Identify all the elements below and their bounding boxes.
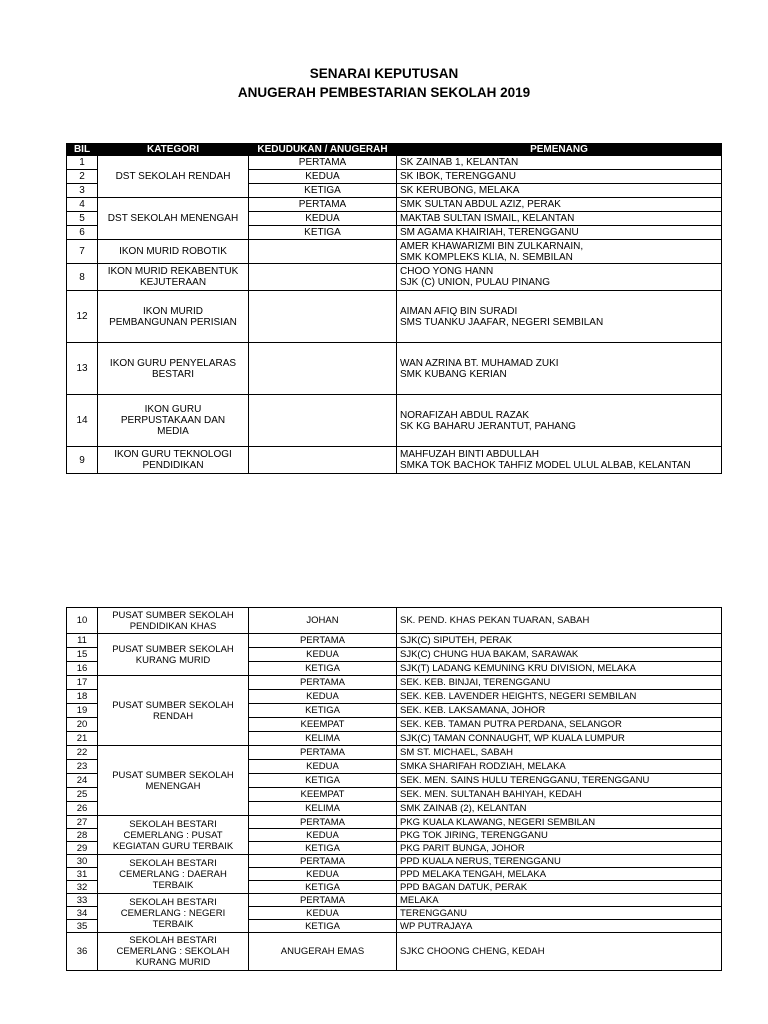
pemenang-cell — [397, 226, 722, 240]
kategori-cell — [98, 634, 249, 676]
cell-text-line: SEK. MEN. SULTANAH BAHIYAH, KEDAH — [400, 789, 582, 800]
kategori-cell — [98, 894, 249, 933]
results-table-1 — [66, 143, 722, 474]
pemenang-cell — [397, 264, 722, 291]
pemenang-cell — [397, 732, 722, 746]
cell-text-line: SMKA SHARIFAH RODZIAH, MELAKA — [400, 761, 566, 772]
pemenang-cell — [397, 395, 722, 447]
cell-text-line: PPD KUALA NERUS, TERENGGANU — [400, 855, 561, 867]
pemenang-cell — [397, 881, 722, 894]
table-row — [67, 894, 722, 907]
cell-text-line: SEK. KEB. LAVENDER HEIGHTS, NEGERI SEMBILAN — [400, 691, 637, 702]
bil-cell: 29 — [67, 842, 98, 855]
kategori-text: SEKOLAH BESTARI CEMERLANG : PUSAT KEGIATAN GURU TERBAIK — [112, 818, 234, 852]
kategori-cell — [98, 676, 249, 746]
pemenang-cell — [397, 343, 722, 395]
header-pemenang: PEMENANG — [397, 144, 722, 156]
table-row — [67, 198, 722, 212]
cell-text-line: TERENGGANU — [400, 907, 468, 919]
kategori-text: IKON MURID ROBOTIK — [119, 246, 227, 257]
pemenang-cell — [397, 447, 722, 474]
pemenang-cell — [397, 690, 722, 704]
pemenang-cell — [397, 788, 722, 802]
kategori-text: IKON MURID REKABENTUK KEJUTERAAN — [107, 266, 239, 288]
table-row — [67, 634, 722, 648]
table-row — [67, 240, 722, 264]
kedudukan-cell: KETIGA — [249, 842, 397, 855]
bil-cell: 19 — [67, 704, 98, 718]
kategori-cell — [98, 855, 249, 894]
bil-cell: 31 — [67, 868, 98, 881]
pemenang-cell — [397, 662, 722, 676]
cell-text-line: SMKA TOK BACHOK TAHFIZ MODEL ULUL ALBAB, KELANTAN — [400, 460, 691, 471]
cell-text-line: SM ST. MICHAEL, SABAH — [400, 747, 513, 758]
kedudukan-cell: PERTAMA — [249, 676, 397, 690]
kedudukan-cell: KETIGA — [249, 774, 397, 788]
bil-cell: 10 — [67, 608, 98, 634]
bil-cell: 1 — [67, 156, 98, 170]
table-row — [67, 746, 722, 760]
kedudukan-cell: KETIGA — [249, 704, 397, 718]
kedudukan-cell: KEDUA — [249, 760, 397, 774]
kedudukan-cell: KEDUA — [249, 907, 397, 920]
cell-text-line: SJK (C) UNION, PULAU PINANG — [400, 277, 551, 288]
kedudukan-cell: KETIGA — [249, 184, 397, 198]
pemenang-cell — [397, 676, 722, 690]
cell-text-line: PPD BAGAN DATUK, PERAK — [400, 881, 528, 893]
kategori-cell — [98, 816, 249, 855]
bil-cell: 6 — [67, 226, 98, 240]
table-row — [67, 816, 722, 829]
bil-cell: 4 — [67, 198, 98, 212]
pemenang-cell — [397, 933, 722, 971]
cell-text-line: SJK(C) SIPUTEH, PERAK — [400, 635, 512, 646]
cell-text-line: SK KG BAHARU JERANTUT, PAHANG — [400, 420, 576, 432]
results-table-2 — [66, 607, 722, 971]
kedudukan-cell — [249, 291, 397, 343]
kedudukan-cell — [249, 343, 397, 395]
kategori-cell — [98, 156, 249, 198]
cell-text-line: AIMAN AFIQ BIN SURADI — [400, 305, 518, 317]
cell-text-line: SK. PEND. KHAS PEKAN TUARAN, SABAH — [400, 615, 590, 626]
bil-cell: 21 — [67, 732, 98, 746]
kategori-text: PUSAT SUMBER SEKOLAH RENDAH — [112, 699, 234, 722]
kedudukan-cell — [249, 395, 397, 447]
cell-text-line: SMS TUANKU JAAFAR, NEGERI SEMBILAN — [400, 316, 604, 328]
table-row — [67, 608, 722, 634]
header-row — [67, 144, 722, 156]
kategori-text: DST SEKOLAH MENENGAH — [107, 213, 239, 224]
kategori-cell — [98, 343, 249, 395]
kedudukan-cell: PERTAMA — [249, 746, 397, 760]
bil-cell: 8 — [67, 264, 98, 291]
pemenang-cell — [397, 170, 722, 184]
pemenang-cell — [397, 829, 722, 842]
kedudukan-cell: PERTAMA — [249, 894, 397, 907]
kedudukan-cell: KEDUA — [249, 868, 397, 881]
cell-text-line: SMK KUBANG KERIAN — [400, 368, 507, 380]
kedudukan-cell: PERTAMA — [249, 198, 397, 212]
cell-text-line: SMK SULTAN ABDUL AZIZ, PERAK — [400, 199, 561, 210]
cell-text-line: SEK. KEB. TAMAN PUTRA PERDANA, SELANGOR — [400, 719, 622, 730]
kedudukan-cell: KETIGA — [249, 662, 397, 676]
bil-cell: 28 — [67, 829, 98, 842]
bil-cell: 36 — [67, 933, 98, 971]
bil-cell: 2 — [67, 170, 98, 184]
pemenang-cell — [397, 920, 722, 933]
pemenang-cell — [397, 842, 722, 855]
cell-text-line: AMER KHAWARIZMI BIN ZULKARNAIN, — [400, 240, 584, 252]
header-kategori: KATEGORI — [98, 144, 249, 156]
table-row — [67, 264, 722, 291]
cell-text-line: SEK. MEN. SAINS HULU TERENGGANU, TERENGGANU — [400, 775, 650, 786]
kedudukan-cell: KEEMPAT — [249, 788, 397, 802]
kategori-cell — [98, 240, 249, 264]
bil-cell: 13 — [67, 343, 98, 395]
kedudukan-cell — [249, 240, 397, 264]
cell-text-line: SMK ZAINAB (2), KELANTAN — [400, 803, 527, 814]
table-row — [67, 343, 722, 395]
cell-text-line: SK IBOK, TERENGGANU — [400, 171, 516, 182]
table-row — [67, 447, 722, 474]
kategori-cell — [98, 264, 249, 291]
kategori-text: IKON GURU TEKNOLOGI PENDIDIKAN — [114, 449, 232, 471]
pemenang-cell — [397, 774, 722, 788]
kedudukan-cell: KETIGA — [249, 881, 397, 894]
kedudukan-cell: KEDUA — [249, 648, 397, 662]
pemenang-cell — [397, 855, 722, 868]
table-row — [67, 395, 722, 447]
pemenang-cell — [397, 907, 722, 920]
bil-cell: 15 — [67, 648, 98, 662]
bil-cell: 30 — [67, 855, 98, 868]
pemenang-cell — [397, 816, 722, 829]
cell-text-line: PKG KUALA KLAWANG, NEGERI SEMBILAN — [400, 816, 596, 828]
cell-text-line: WP PUTRAJAYA — [400, 920, 473, 932]
kategori-cell — [98, 746, 249, 816]
kedudukan-cell: JOHAN — [249, 608, 397, 634]
kedudukan-cell: PERTAMA — [249, 855, 397, 868]
bil-cell: 11 — [67, 634, 98, 648]
kedudukan-cell: KEDUA — [249, 690, 397, 704]
bil-cell: 35 — [67, 920, 98, 933]
cell-text-line: MAKTAB SULTAN ISMAIL, KELANTAN — [400, 213, 575, 224]
kategori-cell — [98, 933, 249, 971]
cell-text-line: SEK. KEB. BINJAI, TERENGGANU — [400, 677, 551, 688]
pemenang-cell — [397, 704, 722, 718]
pemenang-cell — [397, 802, 722, 816]
cell-text-line: NORAFIZAH ABDUL RAZAK — [400, 409, 530, 421]
table-row — [67, 676, 722, 690]
kategori-text: PUSAT SUMBER SEKOLAH MENENGAH — [112, 769, 234, 792]
pemenang-cell — [397, 156, 722, 170]
kategori-text: SEKOLAH BESTARI CEMERLANG : NEGERI TERBAIK — [120, 896, 226, 930]
kedudukan-cell: KELIMA — [249, 732, 397, 746]
pemenang-cell — [397, 746, 722, 760]
pemenang-cell — [397, 212, 722, 226]
bil-cell: 16 — [67, 662, 98, 676]
kedudukan-cell: KELIMA — [249, 802, 397, 816]
kedudukan-cell: ANUGERAH EMAS — [249, 933, 397, 971]
kedudukan-cell: KEDUA — [249, 170, 397, 184]
bil-cell: 32 — [67, 881, 98, 894]
pemenang-cell — [397, 634, 722, 648]
pemenang-cell — [397, 198, 722, 212]
cell-text-line: SK ZAINAB 1, KELANTAN — [400, 157, 519, 168]
cell-text-line: PPD MELAKA TENGAH, MELAKA — [400, 868, 547, 880]
kategori-text: IKON GURU PENYELARAS BESTARI — [109, 357, 237, 380]
kategori-text: PUSAT SUMBER SEKOLAH KURANG MURID — [112, 643, 234, 666]
cell-text-line: SJK(C) TAMAN CONNAUGHT, WP KUALA LUMPUR — [400, 733, 625, 744]
cell-text-line: SJK(T) LADANG KEMUNING KRU DIVISION, MELAKA — [400, 663, 636, 674]
document-title: SENARAI KEPUTUSAN — [309, 66, 459, 81]
kategori-text: IKON MURID PEMBANGUNAN PERISIAN — [109, 305, 237, 328]
cell-text-line: WAN AZRINA BT. MUHAMAD ZUKI — [400, 357, 559, 369]
document-subtitle: ANUGERAH PEMBESTARIAN SEKOLAH 2019 — [237, 85, 531, 100]
bil-cell: 27 — [67, 816, 98, 829]
cell-text-line: MELAKA — [400, 894, 439, 906]
bil-cell: 18 — [67, 690, 98, 704]
bil-cell: 12 — [67, 291, 98, 343]
kategori-cell — [98, 608, 249, 634]
cell-text-line: SJKC CHOONG CHENG, KEDAH — [400, 946, 545, 957]
pemenang-cell — [397, 868, 722, 881]
kategori-text: PUSAT SUMBER SEKOLAH PENDIDIKAN KHAS — [112, 609, 234, 632]
bil-cell: 20 — [67, 718, 98, 732]
kategori-text: SEKOLAH BESTARI CEMERLANG : SEKOLAH KURANG MURID — [116, 935, 230, 968]
bil-cell: 34 — [67, 907, 98, 920]
kedudukan-cell: KEDUA — [249, 212, 397, 226]
bil-cell: 33 — [67, 894, 98, 907]
kedudukan-cell: PERTAMA — [249, 634, 397, 648]
bil-cell: 9 — [67, 447, 98, 474]
kategori-text: IKON GURU PERPUSTAKAAN DAN MEDIA — [120, 404, 226, 437]
kategori-text: SEKOLAH BESTARI CEMERLANG : DAERAH TERBAIK — [119, 857, 227, 891]
kategori-cell — [98, 291, 249, 343]
pemenang-cell — [397, 648, 722, 662]
pemenang-cell — [397, 608, 722, 634]
bil-cell: 26 — [67, 802, 98, 816]
kedudukan-cell — [249, 264, 397, 291]
cell-text-line: SEK. KEB. LAKSAMANA, JOHOR — [400, 705, 546, 716]
bil-cell: 23 — [67, 760, 98, 774]
pemenang-cell — [397, 184, 722, 198]
table-row — [67, 933, 722, 971]
bil-cell: 14 — [67, 395, 98, 447]
table-row — [67, 291, 722, 343]
cell-text-line: SJK(C) CHUNG HUA BAKAM, SARAWAK — [400, 649, 579, 660]
kedudukan-cell: KEDUA — [249, 829, 397, 842]
bil-cell: 25 — [67, 788, 98, 802]
kedudukan-cell — [249, 447, 397, 474]
cell-text-line: CHOO YONG HANN — [400, 266, 494, 277]
kedudukan-cell: KETIGA — [249, 920, 397, 933]
bil-cell: 5 — [67, 212, 98, 226]
bil-cell: 3 — [67, 184, 98, 198]
pemenang-cell — [397, 240, 722, 264]
kategori-cell — [98, 198, 249, 240]
cell-text-line: SMK KOMPLEKS KLIA, N. SEMBILAN — [400, 251, 573, 263]
kategori-text: DST SEKOLAH RENDAH — [115, 171, 231, 182]
bil-cell: 24 — [67, 774, 98, 788]
table-row — [67, 156, 722, 170]
cell-text-line: MAHFUZAH BINTI ABDULLAH — [400, 449, 539, 460]
header-kedudukan: KEDUDUKAN / ANUGERAH — [249, 144, 397, 156]
cell-text-line: SK KERUBONG, MELAKA — [400, 185, 520, 196]
pemenang-cell — [397, 291, 722, 343]
cell-text-line: PKG PARIT BUNGA, JOHOR — [400, 842, 525, 854]
bil-cell: 22 — [67, 746, 98, 760]
header-bil: BIL — [67, 144, 98, 156]
pemenang-cell — [397, 894, 722, 907]
cell-text-line: SM AGAMA KHAIRIAH, TERENGGANU — [400, 227, 579, 238]
table-row — [67, 855, 722, 868]
kategori-cell — [98, 395, 249, 447]
kategori-cell — [98, 447, 249, 474]
cell-text-line: PKG TOK JIRING, TERENGGANU — [400, 829, 548, 841]
bil-cell: 17 — [67, 676, 98, 690]
pemenang-cell — [397, 760, 722, 774]
pemenang-cell — [397, 718, 722, 732]
kedudukan-cell: PERTAMA — [249, 156, 397, 170]
kedudukan-cell: KEEMPAT — [249, 718, 397, 732]
kedudukan-cell: PERTAMA — [249, 816, 397, 829]
bil-cell: 7 — [67, 240, 98, 264]
kedudukan-cell: KETIGA — [249, 226, 397, 240]
